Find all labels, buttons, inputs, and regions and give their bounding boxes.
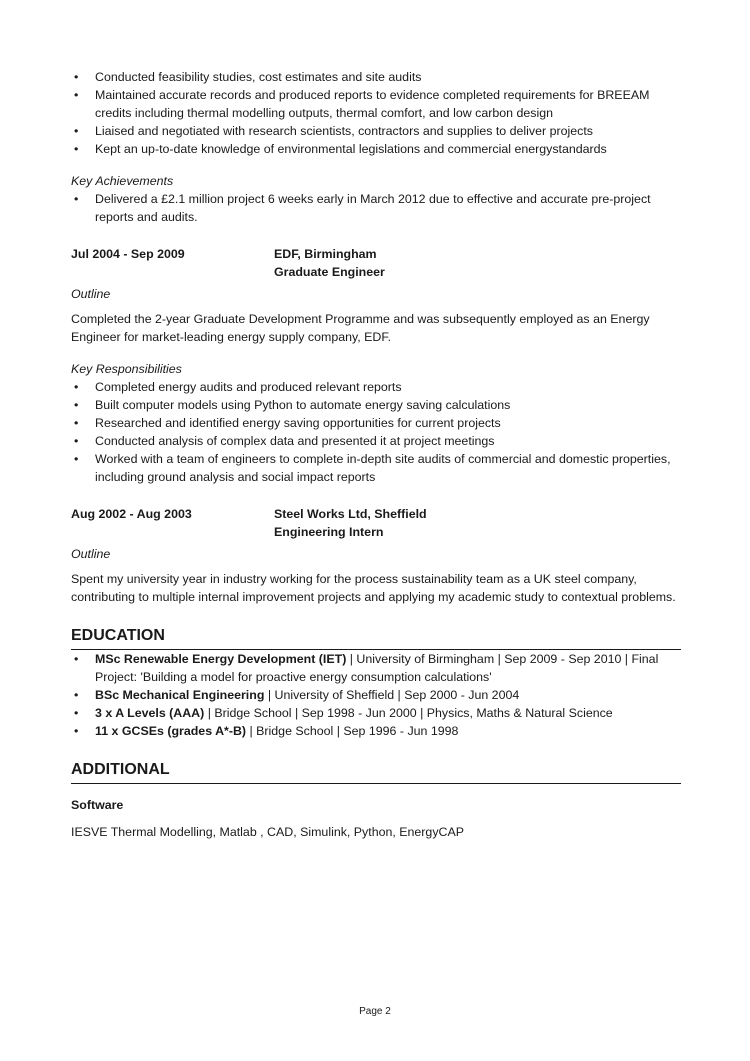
list-item: • Kept an up-to-date knowledge of environmental legislations and commercial energystandards — [71, 140, 681, 158]
list-item: • Maintained accurate records and produced reports to evidence completed requirements for BREEAM credits including thermal modelling outputs, thermal comfort, and low carbon design — [71, 86, 681, 122]
job-employer: EDF, Birmingham — [274, 247, 377, 261]
education-item — [71, 686, 681, 704]
list-item: • Built computer models using Python to automate energy saving calculations — [71, 396, 681, 414]
list-item: • Delivered a £2.1 million project 6 weeks early in March 2012 due to effective and accurate pre-project reports and audits. — [71, 190, 681, 226]
list-item: • Conducted feasibility studies, cost estimates and site audits — [71, 68, 681, 86]
education-degree: BSc Mechanical Engineering — [95, 688, 265, 702]
key-responsibilities-label: Key Responsibilities — [71, 362, 182, 376]
education-list — [71, 650, 681, 740]
job-outline: Completed the 2-year Graduate Development Programme and was subsequently employed as an Energy Engineer for market-leading energy supply company, EDF. — [71, 312, 650, 344]
job-header — [71, 245, 681, 281]
education-item — [71, 704, 681, 722]
education-degree: MSc Renewable Energy Development (IET) — [95, 652, 347, 666]
education-heading: EDUCATION — [71, 626, 681, 650]
education-item — [71, 722, 681, 740]
additional-heading: ADDITIONAL — [71, 760, 681, 784]
job-dates: Aug 2002 - Aug 2003 — [71, 507, 192, 521]
education-degree: 11 x GCSEs (grades A*-B) — [95, 724, 247, 738]
job-title: Engineering Intern — [274, 525, 384, 539]
list-item: • Liaised and negotiated with research scientists, contractors and supplies to deliver projects — [71, 122, 681, 140]
achievements-list — [71, 190, 681, 226]
list-item: • Conducted analysis of complex data and presented it at project meetings — [71, 432, 681, 450]
job-employer: Steel Works Ltd, Sheffield — [274, 507, 427, 521]
software-list: IESVE Thermal Modelling, Matlab , CAD, Simulink, Python, EnergyCAP — [71, 825, 464, 839]
education-detail: | University of Birmingham | Sep 2009 - Sep 2010 | Final Project: 'Building a model for proactive energy consumption calculations' — [95, 652, 659, 684]
continued-responsibilities-list — [71, 68, 681, 158]
job-header — [71, 505, 681, 541]
key-achievements-label: Key Achievements — [71, 174, 174, 188]
education-detail: | Bridge School | Sep 1998 - Jun 2000 | Physics, Maths & Natural Science — [204, 706, 613, 720]
education-degree: 3 x A Levels (AAA) — [95, 706, 205, 720]
job-title: Graduate Engineer — [274, 265, 385, 279]
job-dates: Jul 2004 - Sep 2009 — [71, 247, 185, 261]
outline-label: Outline — [71, 547, 111, 561]
resume-page — [71, 68, 681, 841]
education-detail: | Bridge School | Sep 1996 - Jun 1998 — [246, 724, 459, 738]
job-outline: Spent my university year in industry working for the process sustainability team as a UK steel company, contributing to multiple internal improvement projects and applying my academic study to contextual problems. — [71, 572, 676, 604]
page-number: Page 2 — [359, 1006, 391, 1017]
software-label: Software — [71, 798, 124, 812]
list-item: • Researched and identified energy saving opportunities for current projects — [71, 414, 681, 432]
outline-label: Outline — [71, 287, 111, 301]
education-item — [71, 650, 681, 686]
responsibilities-list — [71, 378, 681, 486]
list-item: • Worked with a team of engineers to complete in-depth site audits of commercial and domestic properties, including ground analysis and social impact reports — [71, 450, 681, 486]
list-item: • Completed energy audits and produced relevant reports — [71, 378, 681, 396]
education-detail: | University of Sheffield | Sep 2000 - Jun 2004 — [264, 688, 520, 702]
